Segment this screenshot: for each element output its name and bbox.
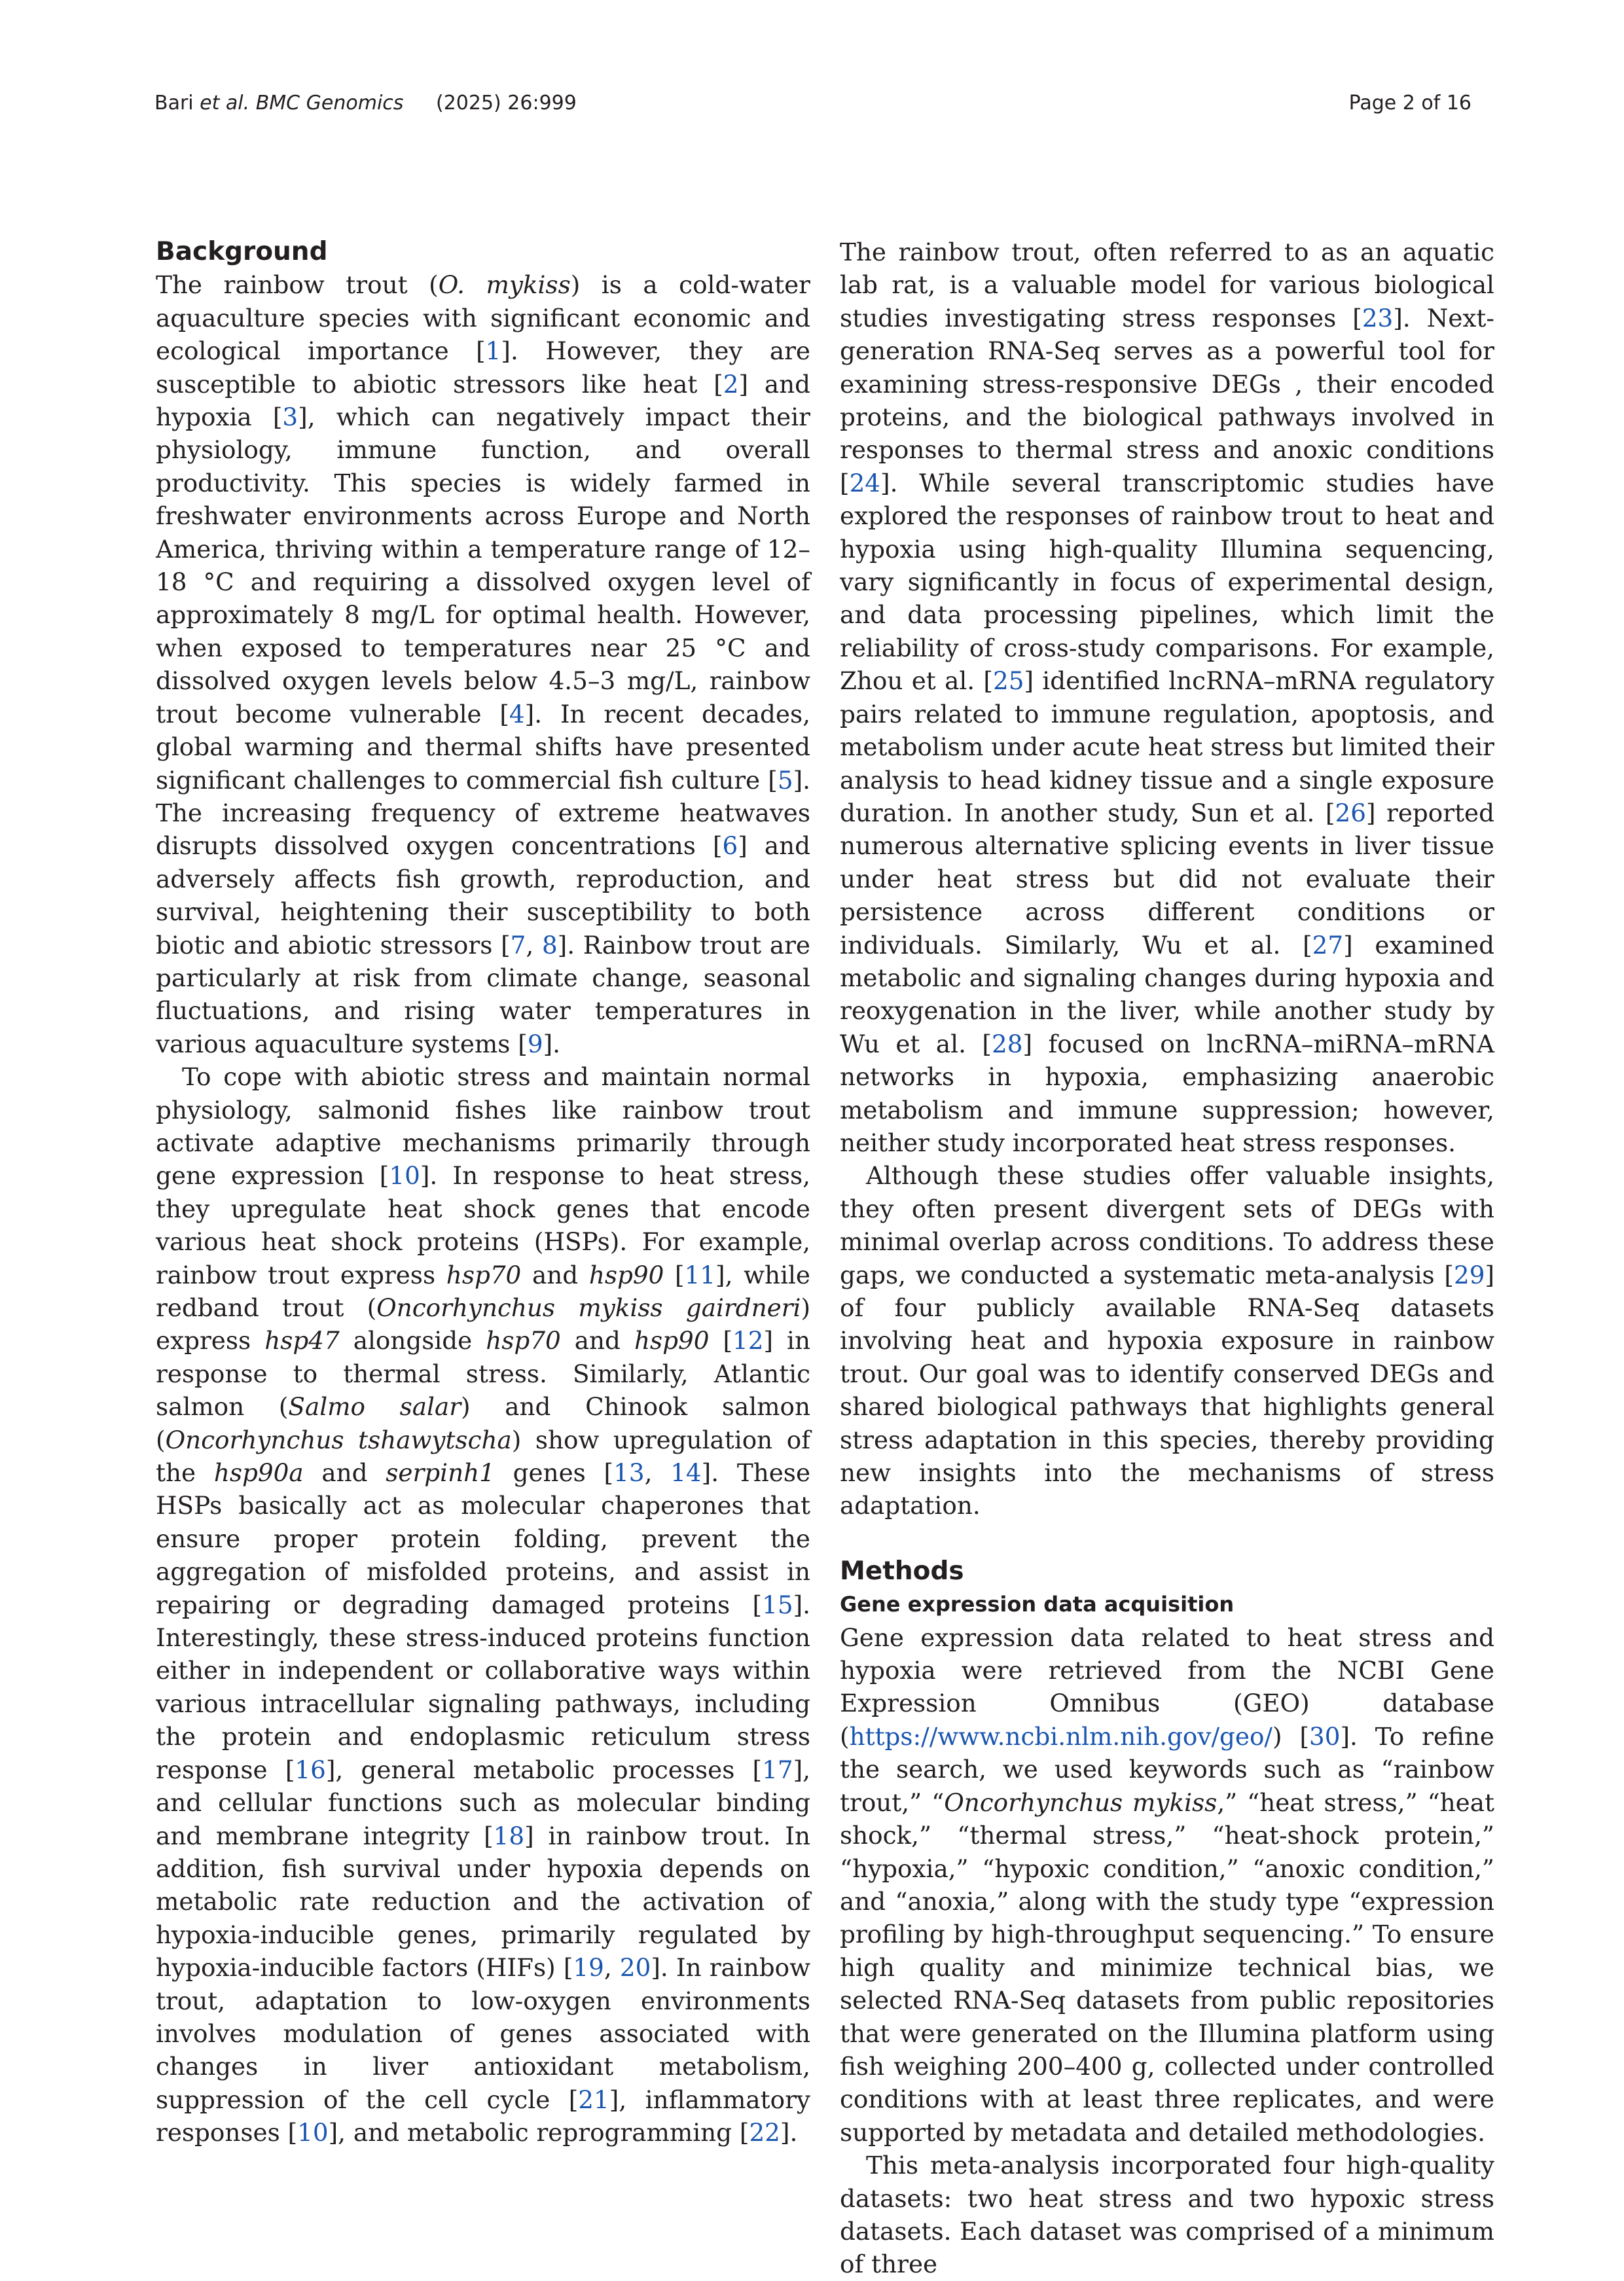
citation-link[interactable]: 1	[485, 336, 501, 366]
citation-link[interactable]: 5	[777, 765, 793, 795]
background-paragraph-1: The rainbow trout (O. mykiss) is a cold-water aquaculture species with significant economic and ecological importance [1]. However, they are susceptible to abiotic stressors like heat [2] and hypoxia [3], which can negatively impact their physiology, immune function, and overall productivity. This species is widely farmed in freshwater environments across Europe and North America, thriving within a temperature range of 12–18 °C and requiring a dissolved oxygen level of approximately 8 mg/L for optimal health. However, when exposed to temperatures near 25 °C and dissolved oxygen levels below 4.5–3 mg/L, rainbow trout become vulnerable [4]. In recent decades, global warming and thermal shifts have presented significant challenges to commercial fish culture [5]. The increasing frequency of extreme heatwaves disrupts dissolved oxygen concentrations [6] and adversely affects fish growth, reproduction, and survival, heightening their susceptibility to both biotic and abiotic stressors [7, 8]. Rainbow trout are particularly at risk from climate change, seasonal fluctuations, and rising water temperatures in various aquaculture systems [9].	[156, 270, 811, 1058]
citation-link[interactable]: 11	[684, 1260, 716, 1289]
background-paragraph-4: Although these studies offer valuable insights, they often present divergent sets of DEGs with minimal overlap across conditions. To address these gaps, we conducted a systematic meta-analysis [29] of four publicly available RNA-Seq datasets involving heat and hypoxia exposure in rainbow trout. Our goal was to identify conserved DEGs and shared biological pathways that highlights general stress adaptation in this species, thereby providing new insights into the mechanisms of stress adaptation.	[840, 1161, 1494, 1520]
background-paragraph-2: To cope with abiotic stress and maintain normal physiology, salmonid fishes like rainbow trout activate adaptive mechanisms primarily through gene expression [10]. In response to heat stress, they upregulate heat shock genes that encode various heat shock proteins (HSPs). For example, rainbow trout express hsp70 and hsp90 [11], while redband trout (Oncorhynchus mykiss gairdneri) express hsp47 alongside hsp70 and hsp90 [12] in response to thermal stress. Similarly, Atlantic salmon (Salmo salar) and Chinook salmon (Oncorhynchus tshawytscha) show upregulation of the hsp90a and serpinh1 genes [13, 14]. These HSPs basically act as molecular chaperones that ensure proper protein folding, prevent the aggregation of misfolded proteins, and assist in repairing or degrading damaged proteins [15]. Interestingly, these stress-induced proteins function either in independent or collaborative ways within various intracellular signaling pathways, including the protein and endoplasmic reticulum stress response [16], general metabolic processes [17], and cellular functions such as molecular binding and membrane integrity [18] in rainbow trout. In addition, fish survival under hypoxia depends on metabolic rate reduction and the activation of hypoxia-inducible genes, primarily regulated by hypoxia-inducible factors (HIFs) [19, 20]. In rainbow trout, adaptation to low-oxygen environments involves modulation of genes associated with changes in liver antioxidant metabolism, suppression of the cell cycle [21], inflammatory responses [10], and metabolic reprogramming [22].	[156, 1062, 811, 2147]
citation-link[interactable]: 26	[1335, 798, 1366, 827]
running-header-citation	[154, 90, 403, 117]
geo-database-link[interactable]: https://www.ncbi.nlm.nih.gov/geo/	[849, 1721, 1272, 1751]
methods-paragraph-1: Gene expression data related to heat stress and hypoxia were retrieved from the NCBI Gene Expression Omnibus (GEO) database (https://www.ncbi.nlm.nih.gov/geo/) [30]. To refine the search, we used keywords such as “rainbow trout,” “Oncorhynchus mykiss,” “heat stress,” “heat shock,” “thermal stress,” “heat-shock protein,” “hypoxia,” “hypoxic condition,” “anoxic condition,” and “anoxia,” along with the study type “expression profiling by high-throughput sequencing.” To ensure high quality and minimize technical bias, we selected RNA-Seq datasets from public repositories that were generated on the Illumina platform using fish weighing 200–400 g, collected under controlled conditions with at least three replicates, and were supported by metadata and detailed methodologies.	[840, 1623, 1494, 2147]
citation-link[interactable]: 25	[992, 666, 1024, 696]
citation-link[interactable]: 10	[297, 2118, 329, 2147]
citation-link[interactable]: 4	[509, 699, 525, 728]
citation-link[interactable]: 3	[282, 403, 298, 432]
citation-link[interactable]: 9	[527, 1029, 543, 1058]
citation-link[interactable]: 8	[541, 930, 558, 960]
header-journal: et al. BMC Genomics	[200, 92, 404, 115]
citation-link[interactable]: 29	[1453, 1260, 1485, 1289]
right-column	[840, 236, 1494, 2281]
citation-link[interactable]: 10	[389, 1161, 420, 1191]
header-year-volume: (2025) 26:999	[436, 92, 577, 115]
background-paragraph-3-continued: The rainbow trout, often referred to as an aquatic lab rat, is a valuable model for various biological studies investigating stress responses [23]. Next-generation RNA-Seq serves as a powerful tool for examining stress-responsive DEGs , their encoded proteins, and the biological pathways involved in responses to thermal stress and anoxic conditions [24]. While several transcriptomic studies have explored the responses of rainbow trout to heat and hypoxia using high-quality Illumina sequencing, vary significantly in focus of experimental design, and data processing pipelines, which limit the reliability of cross-study comparisons. For example, Zhou et al. [25] identified lncRNA–mRNA regulatory pairs related to immune regulation, apoptosis, and metabolism under acute heat stress but limited their analysis to head kidney tissue and a single exposure duration. In another study, Sun et al. [26] reported numerous alternative splicing events in liver tissue under heat stress but did not evaluate their persistence across different conditions or individuals. Similarly, Wu et al. [27] examined metabolic and signaling changes during hypoxia and reoxygenation in the liver, while another study by Wu et al. [28] focused on lncRNA–miRNA–mRNA networks in hypoxia, emphasizing anaerobic metabolism and immune suppression; however, neither study incorporated heat stress responses.	[840, 238, 1495, 1157]
citation-link[interactable]: 22	[749, 2118, 780, 2147]
citation-link[interactable]: 27	[1312, 930, 1344, 960]
citation-link[interactable]: 15	[762, 1590, 793, 1619]
citation-link[interactable]: 12	[732, 1326, 764, 1356]
citation-link[interactable]: 7	[510, 930, 526, 960]
citation-link[interactable]: 21	[578, 2085, 609, 2114]
citation-link[interactable]: 13	[613, 1458, 645, 1488]
methods-paragraph-2: This meta-analysis incorporated four high-quality datasets: two heat stress and two hypoxic stress datasets. Each dataset was comprised of a minimum of three	[840, 2151, 1494, 2279]
citation-link[interactable]: 19	[573, 1953, 604, 1983]
header-author: Bari	[154, 92, 200, 115]
citation-link[interactable]: 30	[1309, 1721, 1341, 1751]
citation-link[interactable]: 16	[295, 1755, 326, 1784]
subsection-heading-data-acquisition: Gene expression data acquisition	[840, 1592, 1235, 1617]
citation-link[interactable]: 14	[670, 1458, 702, 1488]
citation-link[interactable]: 2	[723, 369, 739, 399]
page-number: Page 2 of 16	[1348, 92, 1471, 115]
section-heading-background: Background	[156, 237, 328, 266]
citation-link[interactable]: 24	[849, 468, 881, 497]
citation-link[interactable]: 23	[1362, 303, 1394, 332]
citation-link[interactable]: 17	[762, 1755, 793, 1784]
section-spacer	[840, 1522, 1494, 1555]
citation-link[interactable]: 28	[991, 1029, 1023, 1058]
left-column	[156, 236, 810, 2149]
citation-link[interactable]: 6	[722, 831, 738, 861]
citation-link[interactable]: 18	[493, 1821, 525, 1850]
citation-link[interactable]: 20	[619, 1953, 651, 1983]
section-heading-methods: Methods	[840, 1556, 964, 1586]
